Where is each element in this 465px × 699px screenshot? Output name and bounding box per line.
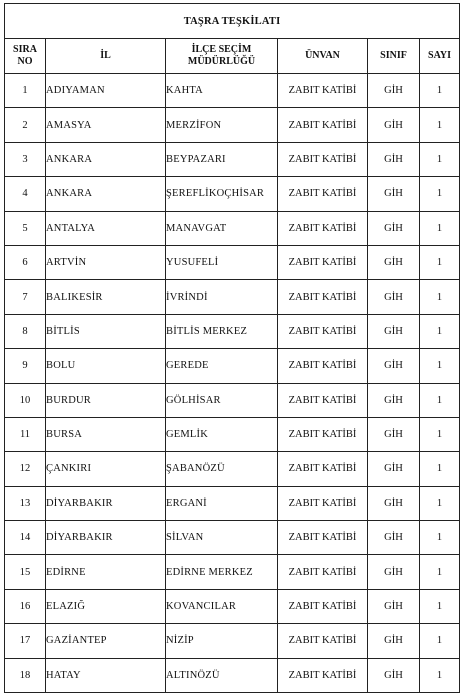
cell-il: BOLU: [46, 349, 166, 383]
cell-unvan: ZABIT KATİBİ: [278, 658, 368, 692]
cell-sinif: GİH: [368, 211, 420, 245]
cell-sinif: GİH: [368, 383, 420, 417]
cell-unvan: ZABIT KATİBİ: [278, 280, 368, 314]
header-sira-no: [5, 39, 46, 74]
cell-unvan: ZABIT KATİBİ: [278, 452, 368, 486]
cell-sinif: GİH: [368, 280, 420, 314]
cell-unvan: ZABIT KATİBİ: [278, 383, 368, 417]
table-row: [5, 280, 460, 314]
cell-sira-no: 1: [5, 74, 46, 108]
cell-sira-no: 4: [5, 177, 46, 211]
header-sinif: SINIF: [368, 39, 420, 74]
cell-il: EDİRNE: [46, 555, 166, 589]
cell-ilce: KAHTA: [166, 74, 278, 108]
cell-sinif: GİH: [368, 142, 420, 176]
cell-ilce: MERZİFON: [166, 108, 278, 142]
cell-il: BALIKESİR: [46, 280, 166, 314]
cell-sinif: GİH: [368, 555, 420, 589]
cell-sayi: 1: [420, 555, 460, 589]
cell-ilce: YUSUFELİ: [166, 245, 278, 279]
cell-unvan: ZABIT KATİBİ: [278, 245, 368, 279]
table-row: [5, 108, 460, 142]
table-row: [5, 521, 460, 555]
cell-il: DİYARBAKIR: [46, 486, 166, 520]
cell-ilce: NİZİP: [166, 624, 278, 658]
cell-ilce: ŞABANÖZÜ: [166, 452, 278, 486]
cell-ilce: BİTLİS MERKEZ: [166, 314, 278, 348]
cell-il: ARTVİN: [46, 245, 166, 279]
table-body: [5, 74, 460, 693]
cell-sayi: 1: [420, 383, 460, 417]
cell-sayi: 1: [420, 349, 460, 383]
cell-il: ANKARA: [46, 177, 166, 211]
cell-unvan: ZABIT KATİBİ: [278, 142, 368, 176]
cell-sinif: GİH: [368, 589, 420, 623]
cell-sayi: 1: [420, 658, 460, 692]
table-row: [5, 142, 460, 176]
cell-unvan: ZABIT KATİBİ: [278, 417, 368, 451]
cell-sayi: 1: [420, 452, 460, 486]
table-header-row: [5, 39, 460, 74]
cell-sinif: GİH: [368, 624, 420, 658]
cell-sinif: GİH: [368, 658, 420, 692]
cell-sira-no: 5: [5, 211, 46, 245]
cell-sira-no: 10: [5, 383, 46, 417]
cell-ilce: MANAVGAT: [166, 211, 278, 245]
cell-il: ANKARA: [46, 142, 166, 176]
cell-unvan: ZABIT KATİBİ: [278, 177, 368, 211]
cell-ilce: ERGANİ: [166, 486, 278, 520]
header-il: İL: [46, 39, 166, 74]
cell-il: HATAY: [46, 658, 166, 692]
cell-sinif: GİH: [368, 486, 420, 520]
cell-ilce: İVRİNDİ: [166, 280, 278, 314]
cell-unvan: ZABIT KATİBİ: [278, 589, 368, 623]
table-row: [5, 658, 460, 692]
cell-ilce: SİLVAN: [166, 521, 278, 555]
cell-unvan: ZABIT KATİBİ: [278, 555, 368, 589]
cell-sira-no: 15: [5, 555, 46, 589]
cell-sinif: GİH: [368, 177, 420, 211]
cell-sira-no: 13: [5, 486, 46, 520]
cell-sayi: 1: [420, 521, 460, 555]
table-row: [5, 486, 460, 520]
cell-sira-no: 3: [5, 142, 46, 176]
cell-sinif: GİH: [368, 108, 420, 142]
header-sayi: SAYI: [420, 39, 460, 74]
table-row: [5, 245, 460, 279]
table-row: [5, 452, 460, 486]
cell-il: ANTALYA: [46, 211, 166, 245]
cell-il: AMASYA: [46, 108, 166, 142]
cell-sira-no: 6: [5, 245, 46, 279]
cell-sayi: 1: [420, 624, 460, 658]
header-ilce: [166, 39, 278, 74]
cell-il: GAZİANTEP: [46, 624, 166, 658]
cell-unvan: ZABIT KATİBİ: [278, 314, 368, 348]
cell-sinif: GİH: [368, 452, 420, 486]
cell-sayi: 1: [420, 486, 460, 520]
cell-sayi: 1: [420, 177, 460, 211]
table-row: [5, 555, 460, 589]
cell-ilce: KOVANCILAR: [166, 589, 278, 623]
cell-il: ADIYAMAN: [46, 74, 166, 108]
cell-sinif: GİH: [368, 74, 420, 108]
table-row: [5, 211, 460, 245]
cell-sira-no: 16: [5, 589, 46, 623]
header-unvan: ÜNVAN: [278, 39, 368, 74]
table-title: TAŞRA TEŞKİLATI: [5, 4, 460, 39]
table-row: [5, 177, 460, 211]
cell-sayi: 1: [420, 314, 460, 348]
cell-sayi: 1: [420, 589, 460, 623]
header-ilce-line2: MÜDÜRLÜĞÜ: [187, 56, 256, 67]
header-sira-line1: SIRA: [13, 44, 37, 55]
table-row: [5, 589, 460, 623]
cell-sira-no: 18: [5, 658, 46, 692]
cell-sayi: 1: [420, 280, 460, 314]
cell-ilce: GÖLHİSAR: [166, 383, 278, 417]
cell-il: BURSA: [46, 417, 166, 451]
table-row: [5, 74, 460, 108]
cell-il: ÇANKIRI: [46, 452, 166, 486]
cell-sira-no: 12: [5, 452, 46, 486]
cell-ilce: GEMLİK: [166, 417, 278, 451]
cell-sira-no: 2: [5, 108, 46, 142]
cell-sira-no: 17: [5, 624, 46, 658]
cell-unvan: ZABIT KATİBİ: [278, 624, 368, 658]
cell-ilce: ALTINÖZÜ: [166, 658, 278, 692]
cell-unvan: ZABIT KATİBİ: [278, 108, 368, 142]
cell-il: ELAZIĞ: [46, 589, 166, 623]
cell-sinif: GİH: [368, 314, 420, 348]
cell-ilce: BEYPAZARI: [166, 142, 278, 176]
cell-il: DİYARBAKIR: [46, 521, 166, 555]
cell-sinif: GİH: [368, 349, 420, 383]
staff-table: [4, 3, 460, 693]
cell-sinif: GİH: [368, 521, 420, 555]
cell-sinif: GİH: [368, 417, 420, 451]
cell-sira-no: 8: [5, 314, 46, 348]
cell-sira-no: 14: [5, 521, 46, 555]
cell-il: BURDUR: [46, 383, 166, 417]
table-row: [5, 349, 460, 383]
cell-sayi: 1: [420, 108, 460, 142]
cell-unvan: ZABIT KATİBİ: [278, 211, 368, 245]
table-row: [5, 383, 460, 417]
cell-sira-no: 9: [5, 349, 46, 383]
header-ilce-line1: İLÇE SEÇİM: [191, 44, 252, 55]
cell-sayi: 1: [420, 142, 460, 176]
cell-sira-no: 11: [5, 417, 46, 451]
cell-sayi: 1: [420, 211, 460, 245]
cell-sayi: 1: [420, 417, 460, 451]
cell-ilce: ŞEREFLİKOÇHİSAR: [166, 177, 278, 211]
cell-ilce: GEREDE: [166, 349, 278, 383]
cell-sinif: GİH: [368, 245, 420, 279]
header-sira-line2: NO: [17, 56, 33, 67]
cell-sayi: 1: [420, 74, 460, 108]
table-row: [5, 417, 460, 451]
cell-sayi: 1: [420, 245, 460, 279]
table-row: [5, 314, 460, 348]
cell-il: BİTLİS: [46, 314, 166, 348]
cell-unvan: ZABIT KATİBİ: [278, 74, 368, 108]
cell-ilce: EDİRNE MERKEZ: [166, 555, 278, 589]
cell-sira-no: 7: [5, 280, 46, 314]
table-row: [5, 624, 460, 658]
cell-unvan: ZABIT KATİBİ: [278, 521, 368, 555]
cell-unvan: ZABIT KATİBİ: [278, 486, 368, 520]
table-title-row: [5, 4, 460, 39]
cell-unvan: ZABIT KATİBİ: [278, 349, 368, 383]
